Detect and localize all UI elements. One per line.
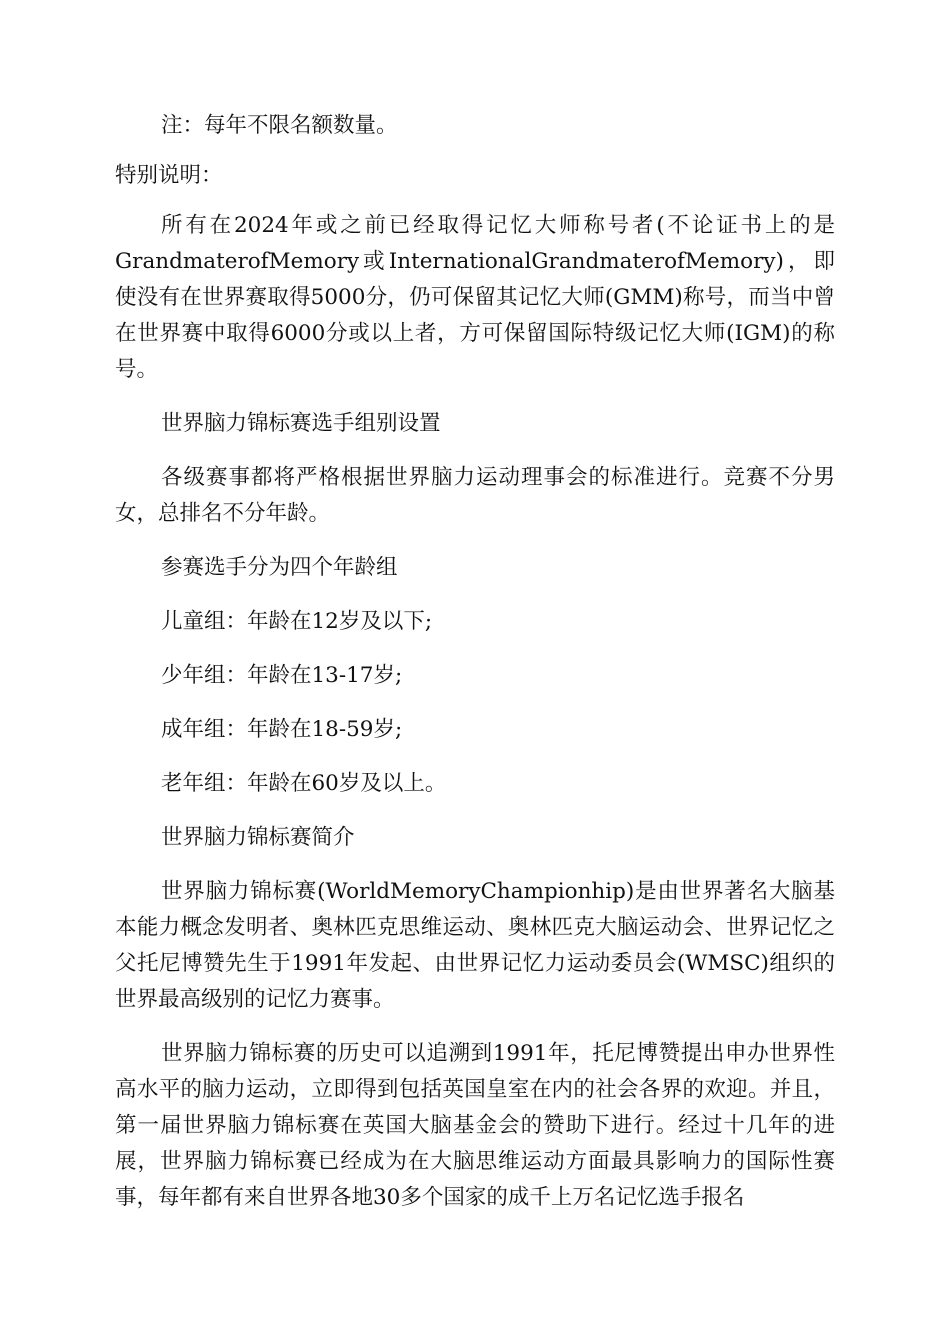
age-group-item: 少年组：年龄在13-17岁; bbox=[161, 663, 403, 688]
age-group-item: 儿童组：年龄在12岁及以下; bbox=[161, 609, 433, 634]
intro-paragraph-2: 世界脑力锦标赛的历史可以追溯到1991年，托尼博赞提出申办世界性高水平的脑力运动，立即得到包括英国皇室在内的社会各界的欢迎。并且，第一届世界脑力锦标赛在英国大脑基金会的赞助下进行。经过十几年的进展，世界脑力锦标赛已经成为在大脑思维运动方面最具影响力的国际性赛事，每年都有来自世界各地30多个国家的成千上万名记忆选手报名 bbox=[115, 1041, 835, 1210]
age-groups-heading: 参赛选手分为四个年龄组 bbox=[161, 555, 398, 580]
age-group-item: 老年组：年龄在60岁及以上。 bbox=[161, 771, 447, 796]
groups-intro-paragraph: 各级赛事都将严格根据世界脑力运动理事会的标准进行。竞赛不分男女，总排名不分年龄。 bbox=[115, 465, 835, 526]
document-body bbox=[115, 108, 835, 1234]
intro-heading: 世界脑力锦标赛简介 bbox=[161, 825, 355, 850]
groups-heading: 世界脑力锦标赛选手组别设置 bbox=[161, 411, 441, 436]
special-heading: 特别说明： bbox=[115, 163, 223, 188]
special-paragraph: 所有在2024年或之前已经取得记忆大师称号者(不论证书上的是GrandmaterofMemory或InternationalGrandmaterofMemory)，即使没有在世界赛取得5000分，仍可保留其记忆大师(GMM)称号，而当中曾在世界赛中取得6000分或以上者，方可保留国际特级记忆大师(IGM)的称号。 bbox=[115, 213, 835, 382]
note-text: 注：每年不限名额数量。 bbox=[161, 113, 398, 138]
age-group-item: 成年组：年龄在18-59岁; bbox=[161, 717, 403, 742]
intro-paragraph-1: 世界脑力锦标赛(WorldMemoryChampionhip)是由世界著名大脑基本能力概念发明者、奥林匹克思维运动、奥林匹克大脑运动会、世界记忆之父托尼博赞先生于1991年发起、由世界记忆力运动委员会(WMSC)组织的世界最高级别的记忆力赛事。 bbox=[115, 879, 835, 1012]
